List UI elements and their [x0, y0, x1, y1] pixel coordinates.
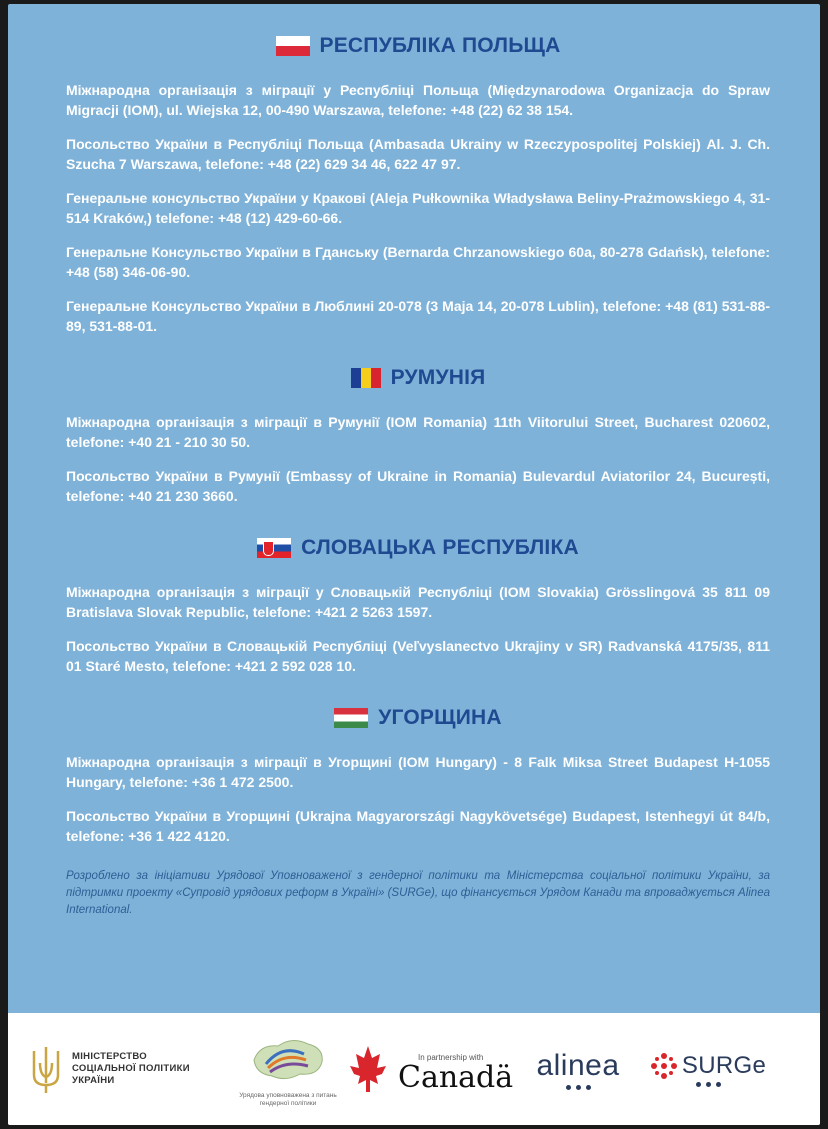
surge-dots [696, 1082, 721, 1087]
canada-wordmark: Canadä [398, 1060, 514, 1095]
contact-entry: Посольство України в Угорщині (Ukrajna Magyarországi Nagykövetsége) Budapest, Istenhegyi út 84/b, telefone: +36 1 422 4120. [66, 808, 770, 844]
section-title-text: РЕСПУБЛІКА ПОЛЬЩА [319, 34, 561, 57]
romania-flag-icon [351, 368, 381, 388]
section-title [66, 26, 770, 66]
contact-entry: Посольство України в Словацькій Республіці (Veľvyslanectvo Ukrajiny v SR) Radvanská 4175/35, 811 01 Staré Mesto, telefone: +421 2 592 028 10. [66, 638, 770, 674]
ministry-logo [28, 1043, 228, 1095]
hungary-flag-icon [334, 708, 368, 728]
surge-logo [638, 1052, 778, 1087]
contact-entry: Генеральне консульство України у Кракові (Aleja Pułkownika Władysława Beliny-Prażmowskiego 4, 31-514 Kraków,) telefone: +48 (12) 429-60-66. [66, 190, 770, 226]
ministry-line: УКРАЇНИ [72, 1075, 115, 1086]
section-poland [66, 26, 770, 336]
contact-entry: Посольство України в Румунії (Embassy of Ukraine in Romania) Bulevardul Aviatorilor 24, București, telefone: +40 21 230 3660. [66, 468, 770, 504]
section-title [66, 358, 770, 398]
ukraine-map-emblem-icon [248, 1030, 328, 1090]
alinea-logo [518, 1049, 638, 1090]
trident-icon [28, 1043, 64, 1095]
section-title [66, 528, 770, 568]
contact-entry: Міжнародна організація з міграції в Румунії (IOM Romania) 11th Viitorului Street, Bucharest 020602, telefone: +40 21 - 210 30 50. [66, 414, 770, 450]
footnote: Розроблено за ініціативи Урядової Уповноваженої з гендерної політики та Міністерства соціальної політики України, за підтримки проекту «Супровід урядових реформ в Україні» (SURGe), що фінансується Урядом Канади та впроваджується Alinea International. [66, 870, 770, 916]
canada-logo [348, 1044, 518, 1094]
alinea-dots [566, 1085, 591, 1090]
contact-entry: Генеральне Консульство України в Гданську (Bernarda Chrzanowskiego 60a, 80-278 Gdańsk), telefone: +48 (58) 346-06-90. [66, 244, 770, 280]
section-title [66, 698, 770, 738]
section-title-text: РУМУНІЯ [390, 366, 486, 389]
section-title-text: СЛОВАЦЬКА РЕСПУБЛІКА [301, 536, 579, 559]
section-title-text: УГОРЩИНА [378, 706, 502, 729]
gov-caption: Урядова уповноважена з питань гендерної політики [239, 1092, 337, 1107]
poster [8, 4, 820, 1125]
partnership-label: In partnership with [418, 1053, 484, 1062]
contact-entry: Генеральне Консульство України в Люблині 20-078 (3 Maja 14, 20-078 Lublin), telefone: +48 (81) 531-88-89, 531-88-01. [66, 298, 770, 334]
section-romania [66, 358, 770, 506]
poland-flag-icon [276, 36, 310, 56]
logo-bar [8, 1013, 820, 1125]
contact-entry: Міжнародна організація з міграції у Республіці Польща (Międzynarodowa Organizacja do Spraw Migracji (IOM), ul. Wiejska 12, 00-490 Warszawa, telefone: +48 (22) 62 38 154. [66, 82, 770, 118]
gender-commissioner-logo [228, 1030, 348, 1108]
poster-content [8, 4, 820, 919]
alinea-wordmark: alinea [536, 1048, 620, 1082]
contact-entry: Посольство України в Республіці Польща (Ambasada Ukrainy w Rzeczypospolitej Polskiej) Al. J. Ch. Szucha 7 Warszawa, telefone: +48 (22) 629 34 46, 622 47 97. [66, 136, 770, 172]
ministry-line: СОЦІАЛЬНОЇ ПОЛІТИКИ [72, 1063, 190, 1074]
ministry-line: МІНІСТЕРСТВО [72, 1051, 147, 1062]
surge-emblem-icon [650, 1052, 678, 1080]
section-slovakia [66, 528, 770, 676]
contact-entry: Міжнародна організація з міграції в Угорщині (IOM Hungary) - 8 Falk Miksa Street Budapest H-1055 Hungary, telefone: +36 1 472 2500. [66, 754, 770, 790]
surge-wordmark: SURGe [681, 1051, 767, 1079]
section-hungary [66, 698, 770, 846]
contact-entry: Міжнародна організація з міграції у Словацькій Республіці (IOM Slovakia) Grösslingová 35 811 09 Bratislava Slovak Republic, telefone: +421 2 5263 1597. [66, 584, 770, 620]
slovakia-flag-icon [257, 538, 291, 558]
maple-leaf-icon [348, 1044, 388, 1094]
